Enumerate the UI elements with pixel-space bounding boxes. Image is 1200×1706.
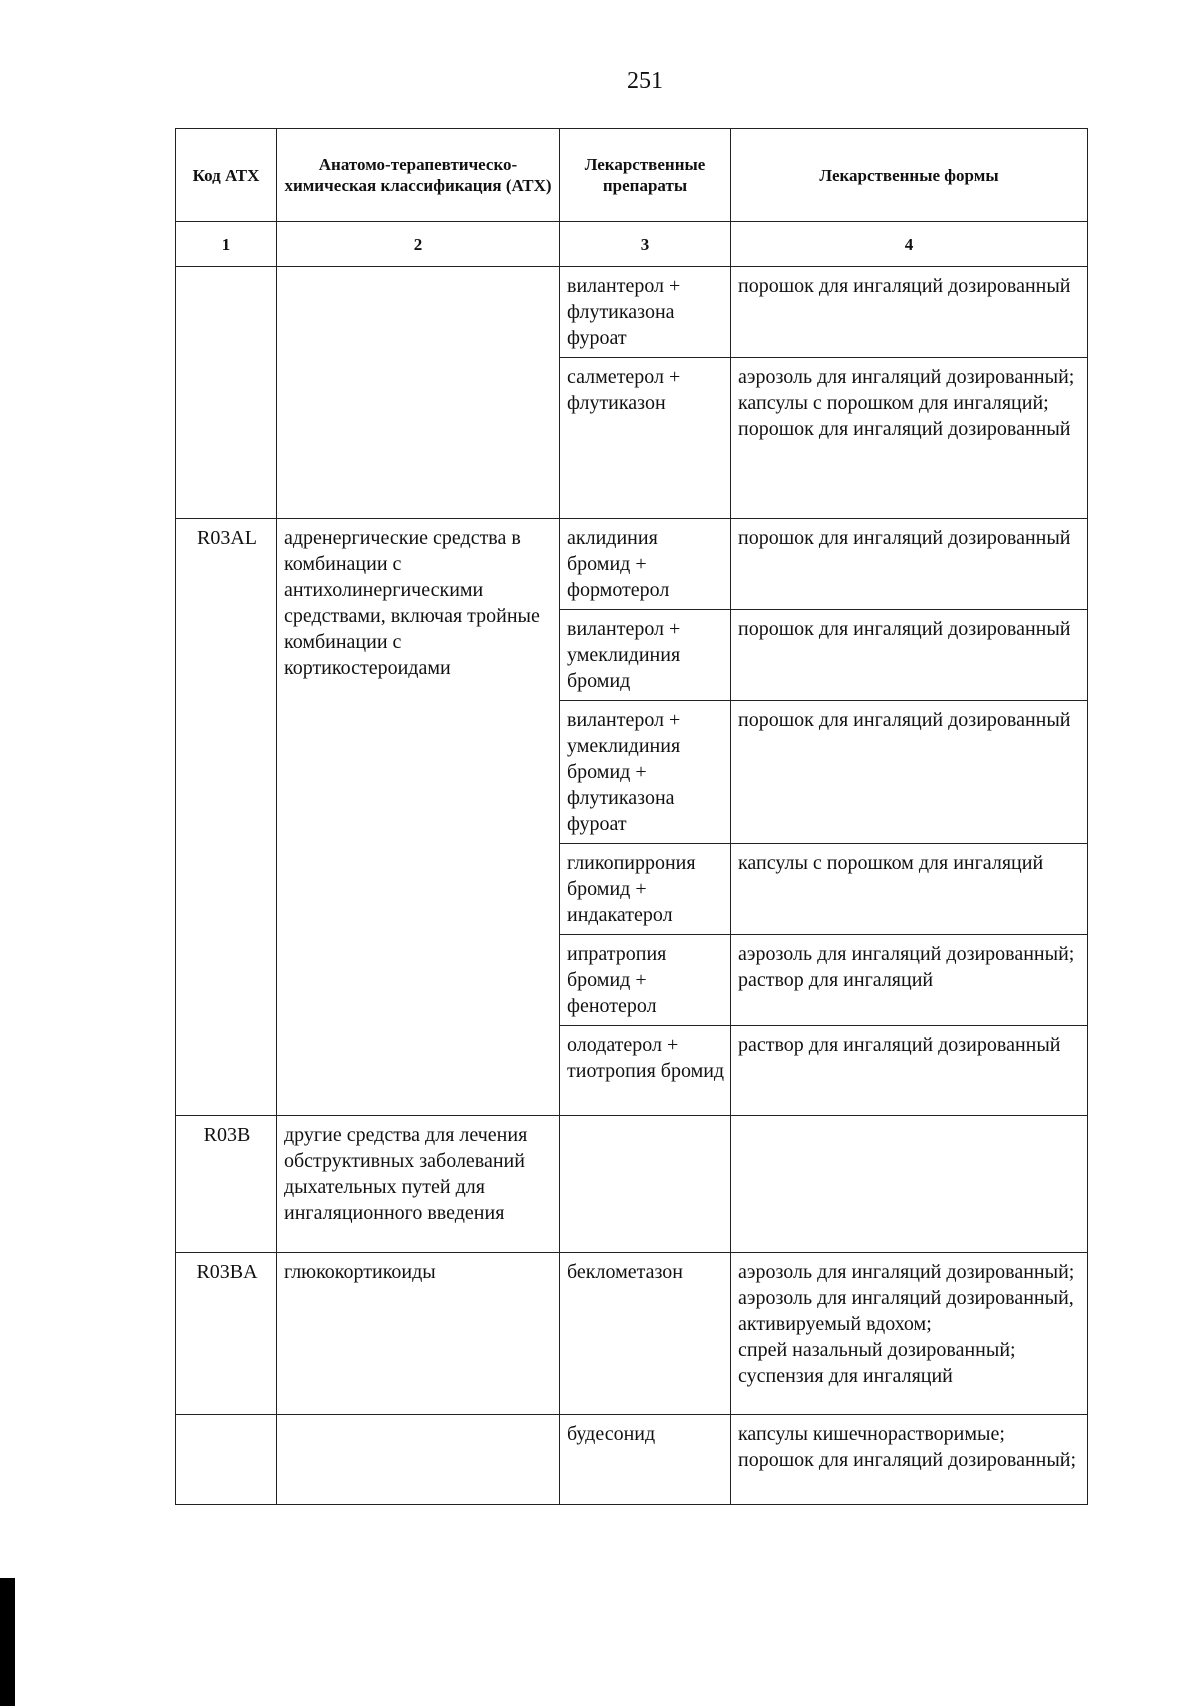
dosage-form-line: аэрозоль для ингаляций дозированный; — [738, 943, 1075, 965]
dosage-form-line: суспензия для ингаляций — [738, 1365, 953, 1387]
dosage-forms-cell — [731, 935, 1088, 1026]
scan-edge-mark — [0, 1578, 15, 1706]
header-classification: Анатомо-терапевтическо-химическая классификация (АТХ) — [277, 129, 560, 222]
classification-cell: глюкокортикоиды — [277, 1253, 560, 1415]
classification-cell: другие средства для лечения обструктивных заболеваний дыхательных путей для ингаляционного введения — [277, 1116, 560, 1253]
atx-code-cell: R03B — [176, 1116, 277, 1253]
classification-cell — [277, 1415, 560, 1505]
drug-cell: олодатерол + тиотропия бромид — [560, 1026, 731, 1116]
dosage-form-line: капсулы кишечнорастворимые; — [738, 1423, 1005, 1445]
drug-cell: вилантерол + умеклидиния бромид + флутиказона фуроат — [560, 701, 731, 844]
page-number: 251 — [627, 68, 663, 94]
column-number: 4 — [731, 222, 1088, 267]
dosage-form-line: раствор для ингаляций — [738, 969, 934, 991]
atx-code-cell: R03AL — [176, 519, 277, 1116]
table-row — [176, 1116, 1088, 1253]
dosage-form-line: порошок для ингаляций дозированный — [738, 709, 1071, 731]
column-number: 3 — [560, 222, 731, 267]
dosage-form-line: аэрозоль для ингаляций дозированный; — [738, 366, 1075, 388]
drug-cell: будесонид — [560, 1415, 731, 1505]
dosage-forms-cell — [731, 701, 1088, 844]
atx-code-cell — [176, 267, 277, 519]
table-row — [176, 519, 1088, 610]
dosage-form-line: капсулы с порошком для ингаляций; — [738, 392, 1049, 414]
atx-code-cell: R03BA — [176, 1253, 277, 1415]
column-number: 1 — [176, 222, 277, 267]
dosage-forms-cell — [731, 1026, 1088, 1116]
dosage-forms-cell — [731, 1415, 1088, 1505]
classification-cell — [277, 267, 560, 519]
drug-cell: вилантерол + умеклидиния бромид — [560, 610, 731, 701]
dosage-form-line: порошок для ингаляций дозированный — [738, 618, 1071, 640]
header-forms: Лекарственные формы — [731, 129, 1088, 222]
dosage-form-line: порошок для ингаляций дозированный — [738, 527, 1071, 549]
atx-table — [175, 128, 1088, 1505]
header-drugs: Лекарственные препараты — [560, 129, 731, 222]
dosage-form-line: аэрозоль для ингаляций дозированный, активируемый вдохом; — [738, 1287, 1074, 1335]
table-row — [176, 1253, 1088, 1415]
drug-cell: аклидиния бромид + формотерол — [560, 519, 731, 610]
drug-cell: вилантерол + флутиказона фуроат — [560, 267, 731, 358]
dosage-forms-cell — [731, 358, 1088, 519]
drug-cell — [560, 1116, 731, 1253]
classification-cell: адренергические средства в комбинации с антихолинергическими средствами, включая тройные комбинации с кортикостероидами — [277, 519, 560, 1116]
drug-cell: ипратропия бромид + фенотерол — [560, 935, 731, 1026]
dosage-forms-cell — [731, 844, 1088, 935]
drug-cell: салметерол + флутиказон — [560, 358, 731, 519]
dosage-form-line: порошок для ингаляций дозированный — [738, 418, 1071, 440]
dosage-forms-cell — [731, 610, 1088, 701]
column-number-row — [176, 222, 1088, 267]
dosage-form-line: аэрозоль для ингаляций дозированный; — [738, 1261, 1075, 1283]
drug-cell: беклометазон — [560, 1253, 731, 1415]
dosage-form-line: порошок для ингаляций дозированный; — [738, 1449, 1077, 1471]
table-row — [176, 267, 1088, 358]
table-body — [176, 267, 1088, 1505]
atx-code-cell — [176, 1415, 277, 1505]
dosage-forms-cell — [731, 1116, 1088, 1253]
table-row — [176, 1415, 1088, 1505]
dosage-form-line: спрей назальный дозированный; — [738, 1339, 1016, 1361]
dosage-forms-cell — [731, 267, 1088, 358]
drug-cell: гликопиррония бромид + индакатерол — [560, 844, 731, 935]
dosage-form-line: капсулы с порошком для ингаляций — [738, 852, 1044, 874]
dosage-form-line: порошок для ингаляций дозированный — [738, 275, 1071, 297]
header-row — [176, 129, 1088, 222]
header-atx-code: Код АТХ — [176, 129, 277, 222]
dosage-forms-cell — [731, 1253, 1088, 1415]
dosage-form-line: раствор для ингаляций дозированный — [738, 1034, 1061, 1056]
column-number: 2 — [277, 222, 560, 267]
dosage-forms-cell — [731, 519, 1088, 610]
